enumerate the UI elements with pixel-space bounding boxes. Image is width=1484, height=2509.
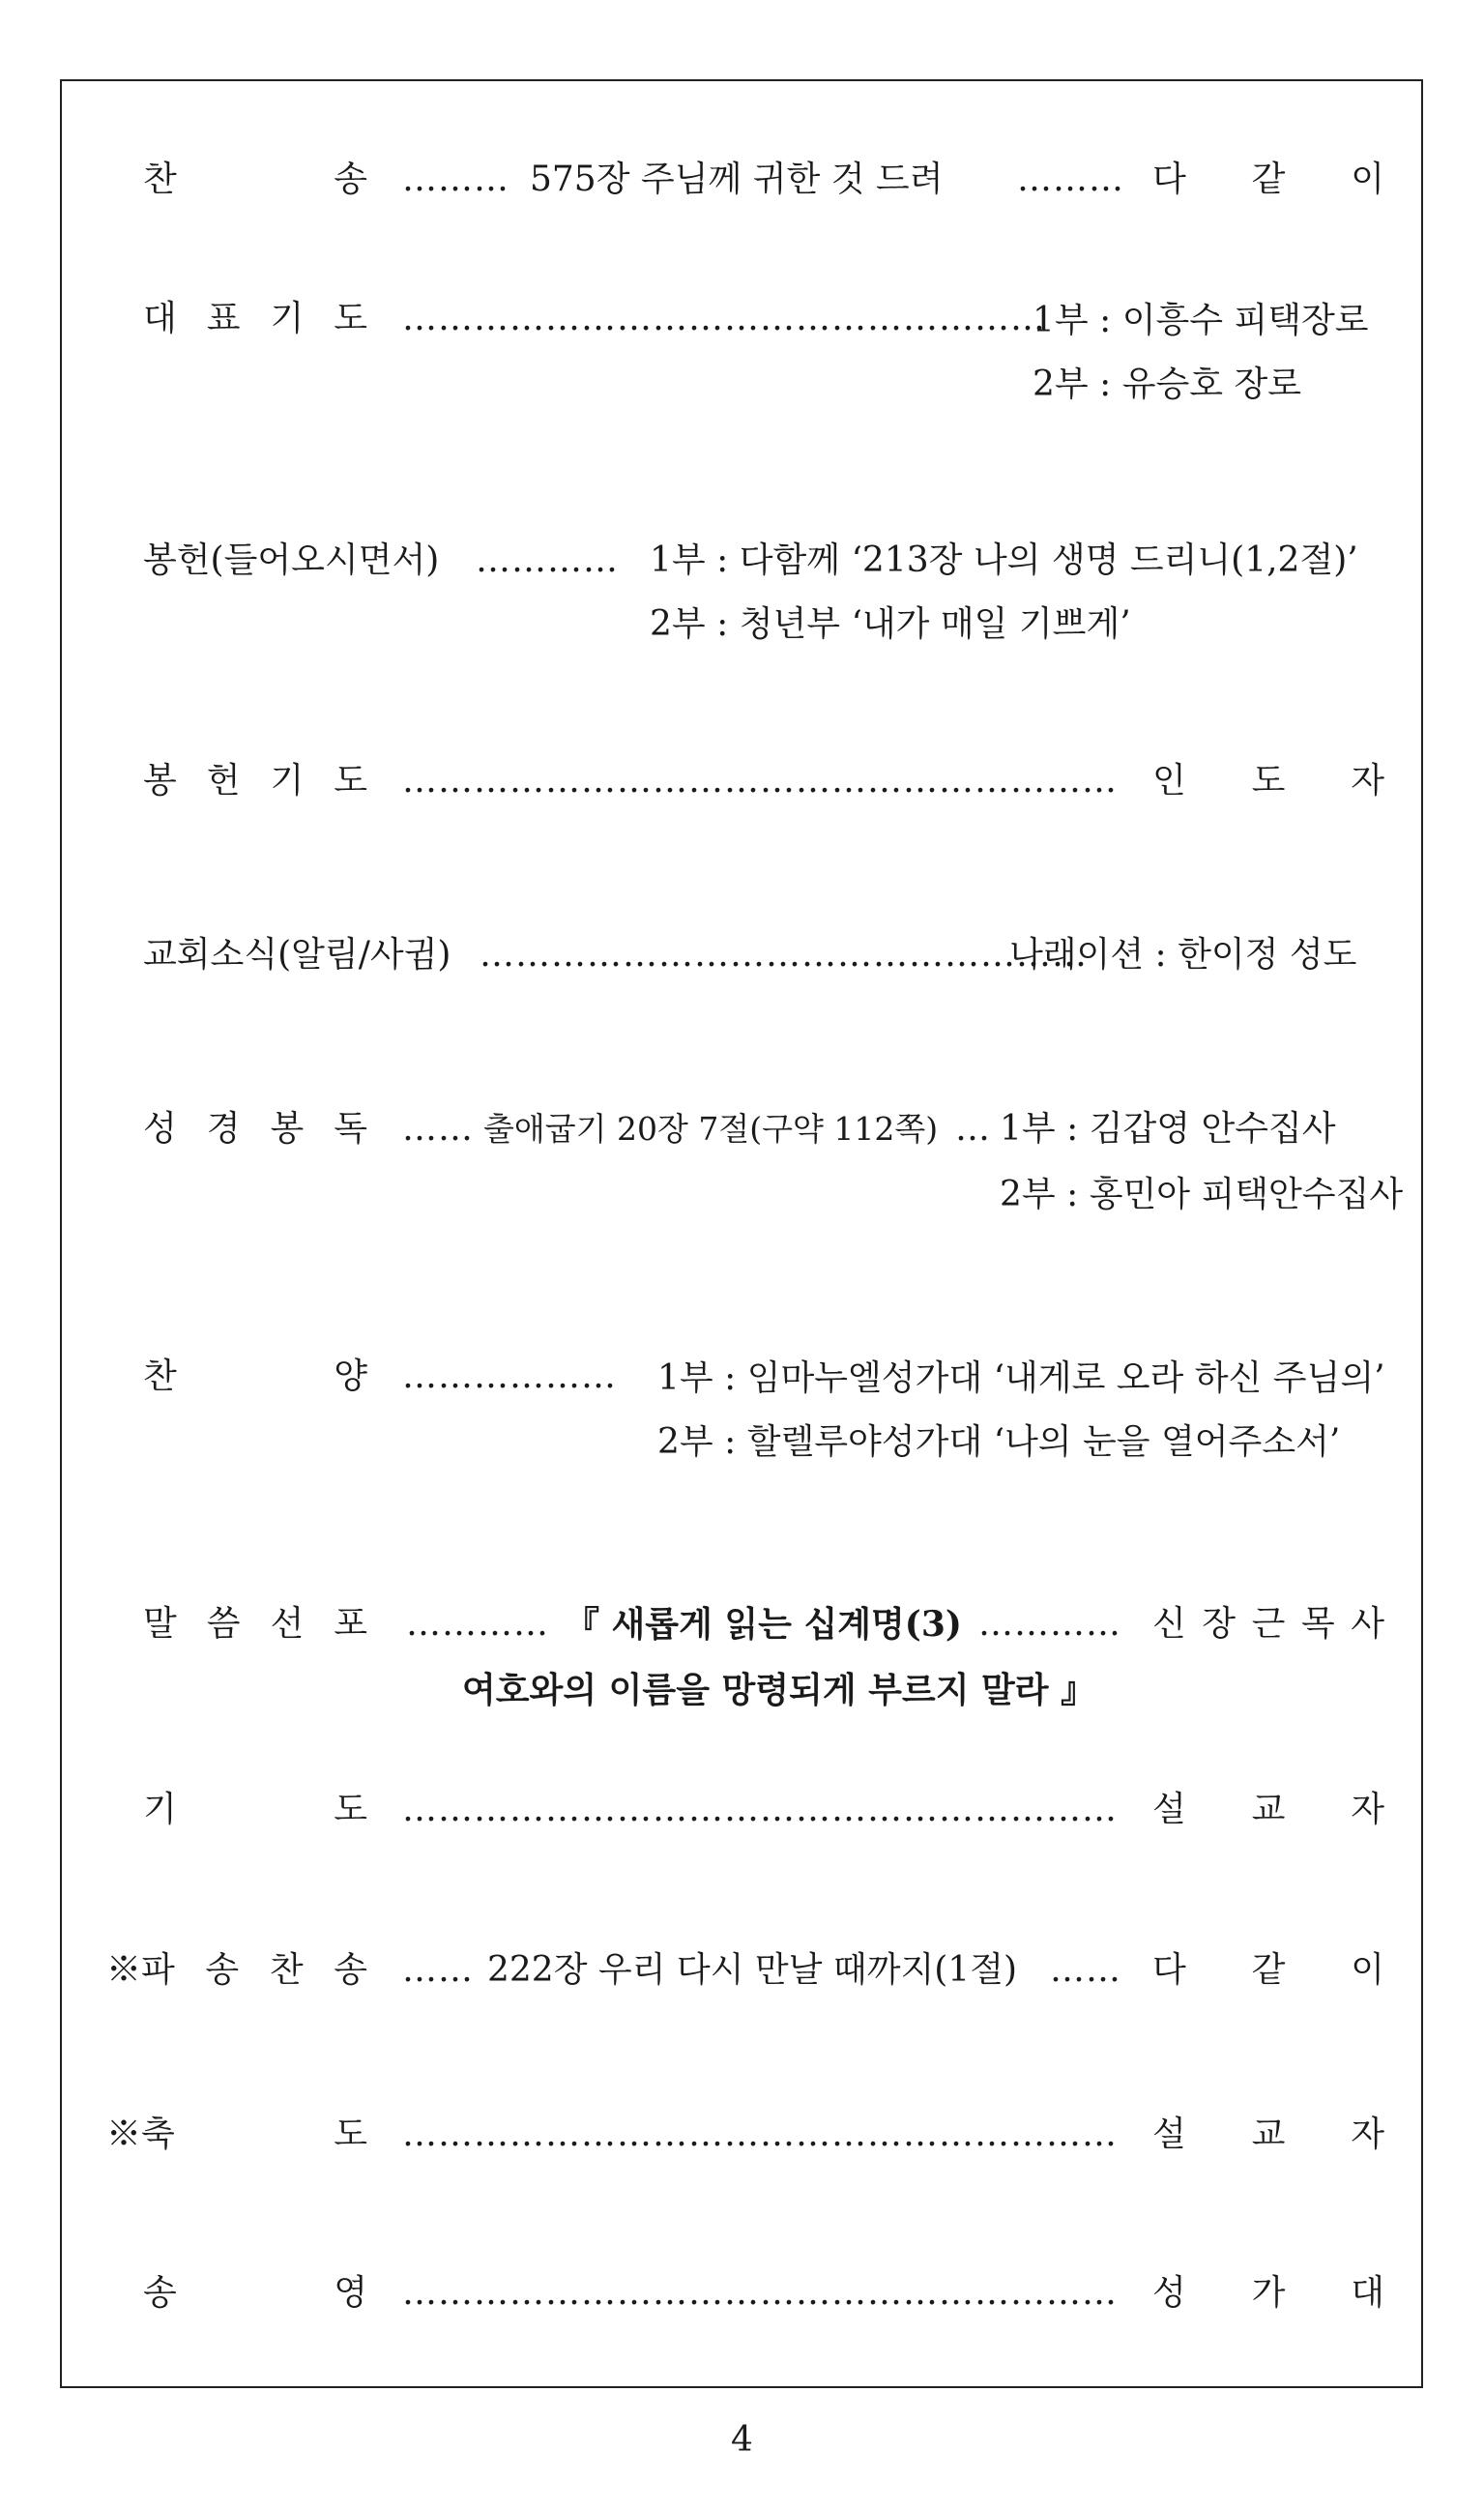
leader-dots: ……………… [402, 1357, 617, 1396]
item-label: 송 영 [143, 2273, 367, 2313]
leader-dots: … [955, 1109, 991, 1149]
leader-dots: ……………………………………………… [402, 299, 1046, 338]
item-line-2: 2부 : 홍민아 피택안수집사 [1000, 1175, 1404, 1214]
item-role: 설 교 자 [1152, 2115, 1384, 2154]
item-line-2: 2부 : 청년부 ‘내가 매일 기쁘게’ [650, 604, 1131, 644]
item-line-1: 1부 : 다함께 ‘213장 나의 생명 드리니(1,2절)’ [650, 540, 1358, 580]
item-content: 575장 주님께 귀한 것 드려 [530, 160, 944, 199]
leader-dots: ………… [406, 1604, 549, 1644]
item-content: 222장 우리 다시 만날 때까지(1절) [487, 1950, 1018, 1990]
item-label: 말 씀 선 포 [143, 1604, 367, 1644]
item-line-2: 2부 : 할렐루야성가대 ‘나의 눈을 열어주소서’ [657, 1422, 1341, 1462]
leader-dots: …………………………………………… [480, 935, 1088, 975]
item-role: 설 교 자 [1152, 1790, 1384, 1829]
item-label: 봉 헌 기 도 [143, 761, 367, 801]
item-role: 다 같 이 [1152, 160, 1384, 199]
item-label: 봉헌(들어오시면서) [143, 540, 440, 580]
item-label: 성 경 봉 독 [143, 1109, 367, 1149]
item-content: 출애굽기 20장 7절(구약 112쪽) [483, 1110, 939, 1148]
item-role: 인 도 자 [1152, 761, 1384, 801]
leader-dots: …………………………………………………… [402, 2273, 1118, 2313]
leader-dots: …… [402, 1950, 474, 1990]
item-label: 찬 양 [143, 1357, 367, 1396]
item-line-2: 2부 : 유승호 장로 [1033, 365, 1302, 404]
leader-dots: …………………………………………………… [402, 1790, 1118, 1829]
leader-dots: …… [402, 1109, 474, 1149]
item-label: 찬 송 [143, 160, 367, 199]
item-role: 다 같 이 [1152, 1950, 1384, 1990]
item-role: 신 장 근 목 사 [1152, 1604, 1384, 1644]
leader-dots: ………… [978, 1604, 1121, 1644]
item-label: 기 도 [143, 1790, 367, 1829]
leader-dots: …… [1050, 1950, 1121, 1990]
item-role: 나래이션 : 한이정 성도 [1009, 935, 1357, 975]
item-role: 성 가 대 [1152, 2273, 1384, 2313]
leader-dots: ……… [402, 160, 509, 199]
item-label: ※축 도 [106, 2115, 367, 2154]
item-line-1: 1부 : 김갑영 안수집사 [1000, 1109, 1336, 1149]
page-number: 4 [731, 2420, 753, 2460]
leader-dots: ……… [1017, 160, 1124, 199]
leader-dots: ………… [476, 540, 619, 580]
bulletin-frame [60, 79, 1423, 2388]
item-label: ※파 송 찬 송 [106, 1950, 367, 1990]
item-label: 대 표 기 도 [143, 299, 367, 338]
sermon-title-line-2: 여호와의 이름을 망령되게 부르지 말라 』 [462, 1670, 1096, 1710]
item-label: 교회소식(알림/사귐) [143, 935, 451, 975]
sermon-title-line-1: 『 새롭게 읽는 십계명(3) [565, 1604, 962, 1645]
item-line-1: 1부 : 이흥수 피택장로 [1033, 301, 1369, 340]
leader-dots: …………………………………………………… [402, 2115, 1118, 2154]
item-line-1: 1부 : 임마누엘성가대 ‘내게로 오라 하신 주님의’ [657, 1358, 1385, 1398]
leader-dots: …………………………………………………… [402, 761, 1118, 801]
